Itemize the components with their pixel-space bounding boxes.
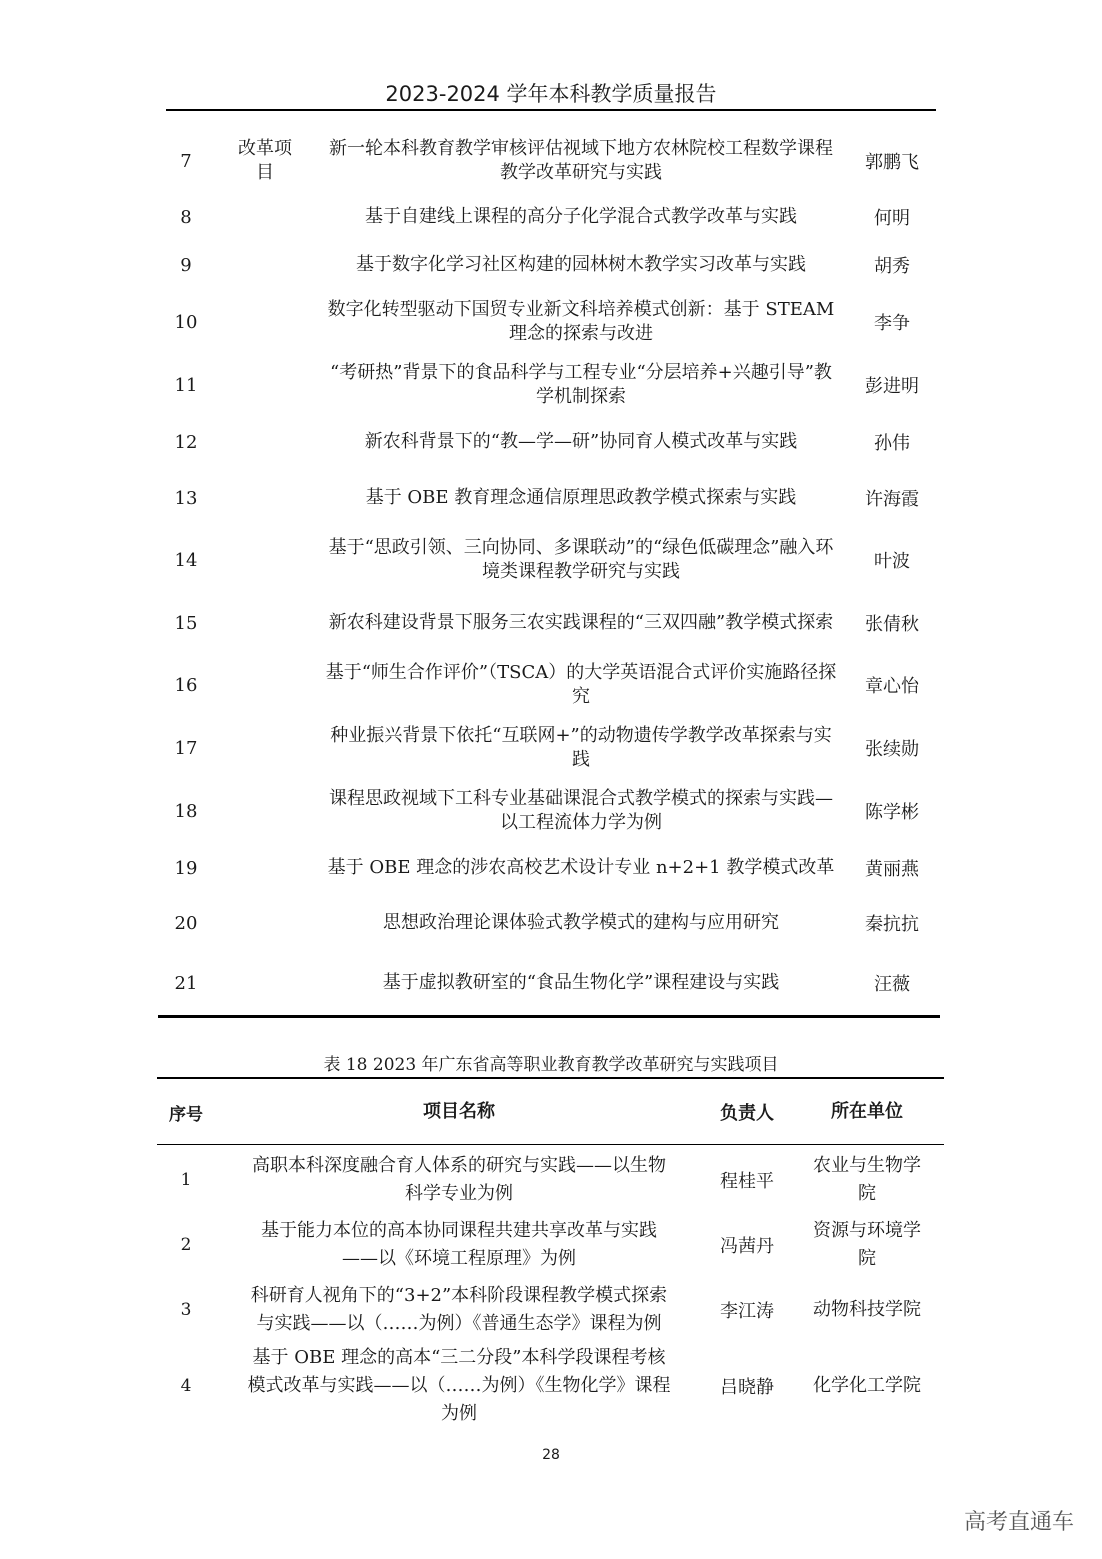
project-leader: 孙伟 [874,433,910,454]
project-leader: 秦抗抗 [865,914,919,935]
row-number: 13 [174,487,198,509]
project-leader: 郭鹏飞 [865,152,919,173]
reform-projects-table [158,128,938,1014]
table-header-rule [157,1144,944,1145]
table-row [158,1342,944,1430]
row-number: 20 [174,912,198,934]
row-number: 18 [174,800,198,822]
project-leader: 彭进明 [865,376,919,397]
row-number: 16 [174,674,198,696]
project-leader: 许海霞 [865,489,919,510]
project-leader: 张续勋 [865,739,919,760]
table-row [158,842,938,894]
table-row [158,1148,944,1212]
table-row [158,240,938,290]
table-row [158,780,938,842]
row-number: 12 [174,431,198,453]
project-name: 科研育人视角下的“3+2”本科阶段课程教学模式探索与实践——以（……为例）《普通生态学》课程为例 [250,1285,668,1334]
project-unit: 农业与生物学院 [813,1155,921,1204]
table-row [158,194,938,240]
row-number: 2 [180,1235,192,1255]
project-leader: 黄丽燕 [865,859,919,880]
table-row [158,354,938,416]
project-name: 基于 OBE 理念的高本“三二分段”本科学段课程考核模式改革与实践——以（……为例）《生物化学》课程为例 [247,1347,671,1424]
project-leader: 胡秀 [874,256,910,277]
project-unit: 资源与环境学院 [813,1220,921,1269]
table-caption: 表 18 2023 年广东省高等职业教育教学改革研究与实践项目 [323,1055,779,1075]
row-number: 7 [180,150,192,172]
row-number: 3 [180,1300,192,1320]
project-title: 基于虚拟教研室的“食品生物化学”课程建设与实践 [382,972,780,993]
vocational-projects-table [158,1148,944,1430]
project-leader: 李江涛 [720,1301,774,1322]
project-title: 思想政治理论课体验式教学模式的建构与应用研究 [383,912,779,933]
header-leader: 负责人 [720,1103,774,1124]
project-leader: 吕晓静 [720,1377,774,1398]
row-number: 8 [180,206,192,228]
table-row [158,468,938,528]
row-number: 9 [180,254,192,276]
project-leader: 汪薇 [874,974,910,995]
project-leader: 张倩秋 [865,614,919,635]
project-title: 种业振兴背景下依托“互联网+”的动物遗传学教学改革探索与实践 [330,725,832,770]
project-title: 基于 OBE 教育理念通信原理思政教学模式探索与实践 [365,487,797,508]
row-number: 21 [174,972,198,994]
project-title: 基于 OBE 理念的涉农高校艺术设计专业 n+2+1 教学模式改革 [327,857,835,878]
table-row [158,528,938,592]
project-title: 数字化转型驱动下国贸专业新文科培养模式创新：基于 STEAM 理念的探索与改进 [327,299,835,344]
project-leader: 叶波 [874,551,910,572]
project-name: 基于能力本位的高本协同课程共建共享改革与实践——以《环境工程原理》为例 [261,1220,657,1269]
row-number: 17 [174,737,198,759]
table-top-rule [157,1077,944,1079]
project-title: 基于数字化学习社区构建的园林树木教学实习改革与实践 [356,254,806,275]
page-number: 28 [542,1447,560,1463]
page-header-title: 2023-2024 学年本科教学质量报告 [385,82,717,106]
table-row [158,290,938,354]
watermark-text: 高考直通车 [963,1510,1074,1535]
row-number: 10 [174,311,198,333]
header-name: 项目名称 [423,1101,495,1122]
project-leader: 章心怡 [865,676,919,697]
header-rule [166,109,936,111]
project-leader: 何明 [874,208,910,229]
header-num: 序号 [169,1104,203,1125]
table-row [158,416,938,468]
row-number: 11 [174,374,198,396]
project-title: 基于“师生合作评价”（TSCA）的大学英语混合式评价实施路径探究 [325,662,837,707]
project-unit: 化学化工学院 [813,1375,921,1396]
table-row [158,128,938,194]
project-title: “考研热”背景下的食品科学与工程专业“分层培养+兴趣引导”教学机制探索 [330,362,832,407]
row-number: 4 [180,1376,192,1396]
table-row [158,894,938,952]
project-title: 新一轮本科教育教学审核评估视域下地方农林院校工程数学课程教学改革研究与实践 [329,138,833,183]
table-row [158,654,938,716]
header-unit: 所在单位 [831,1101,903,1122]
project-title: 基于“思政引领、三向协同、多课联动”的“绿色低碳理念”融入环境类课程教学研究与实践 [328,537,834,582]
project-title: 基于自建线上课程的高分子化学混合式教学改革与实践 [365,206,797,227]
row-number: 19 [174,857,198,879]
table-row [158,952,938,1014]
table-row [158,716,938,780]
row-category: 改革项目 [238,138,292,183]
row-number: 1 [180,1170,192,1190]
table-header-row [158,1080,944,1144]
project-leader: 冯茜丹 [720,1236,774,1257]
project-leader: 李争 [874,313,910,334]
table-row [158,592,938,654]
project-name: 高职本科深度融合育人体系的研究与实践——以生物科学专业为例 [252,1155,666,1204]
project-title: 课程思政视域下工科专业基础课混合式教学模式的探索与实践—以工程流体力学为例 [329,788,833,833]
table-bottom-rule [158,1015,940,1018]
project-leader: 程桂平 [720,1171,774,1192]
table-row [158,1212,944,1278]
project-title: 新农科背景下的“教—学—研”协同育人模式改革与实践 [364,431,798,452]
row-number: 15 [174,612,198,634]
project-title: 新农科建设背景下服务三农实践课程的“三双四融”教学模式探索 [328,612,834,633]
project-leader: 陈学彬 [865,802,919,823]
table-row [158,1278,944,1342]
row-number: 14 [174,549,198,571]
project-unit: 动物科技学院 [813,1299,921,1320]
